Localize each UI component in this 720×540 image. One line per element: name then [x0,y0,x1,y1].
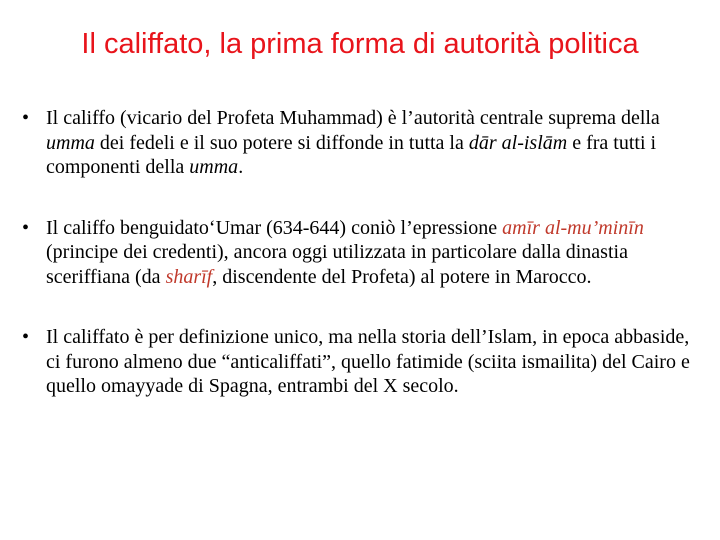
bullet-list [22,106,690,435]
text-segment: Il califfo (vicario del Profeta Muhammad) è l’autorità centrale suprema della [46,107,660,129]
text-segment: e fra tutti i componenti della [46,131,657,178]
term-umma: umma [46,131,95,154]
term-sharif: sharīf [165,265,213,288]
bullet-caliph-authority [22,106,690,180]
text-segment: dei fedeli e il suo potere si diffonde in tutta la [94,131,469,154]
bullet-icon: • [22,107,30,129]
bullet-icon: • [22,216,30,239]
text-segment: (principe dei credenti), ancora oggi utilizzata in particolare dalla dinastia sceriffiana (da [46,241,628,288]
slide-title: Il califfato, la prima forma di autorità politica [81,28,639,60]
term-dar-al-islam: dār al-islām [468,131,568,154]
bullet-anticaliphates [22,325,690,399]
term-amir-al-muminin: amīr al-mu’minīn [502,216,644,239]
text-segment: Il califfato è per definizione unico, ma nella storia dell’Islam, in epoca abbaside, ci furono almeno due “anticaliffati”, quello fatimide (sciita ismailita) del Cairo e quello omayyade di Spagna, entrambi del X secolo. [46,326,690,397]
text-segment: , discendente del Profeta) al potere in Marocco. [212,265,592,288]
text-segment: . [238,156,244,178]
term-umma: umma [189,156,239,178]
bullet-icon: • [22,326,30,348]
bullet-umar [22,216,690,290]
text-segment: Il califfo benguidato‘Umar (634-644) coniò l’epressione [46,216,503,239]
